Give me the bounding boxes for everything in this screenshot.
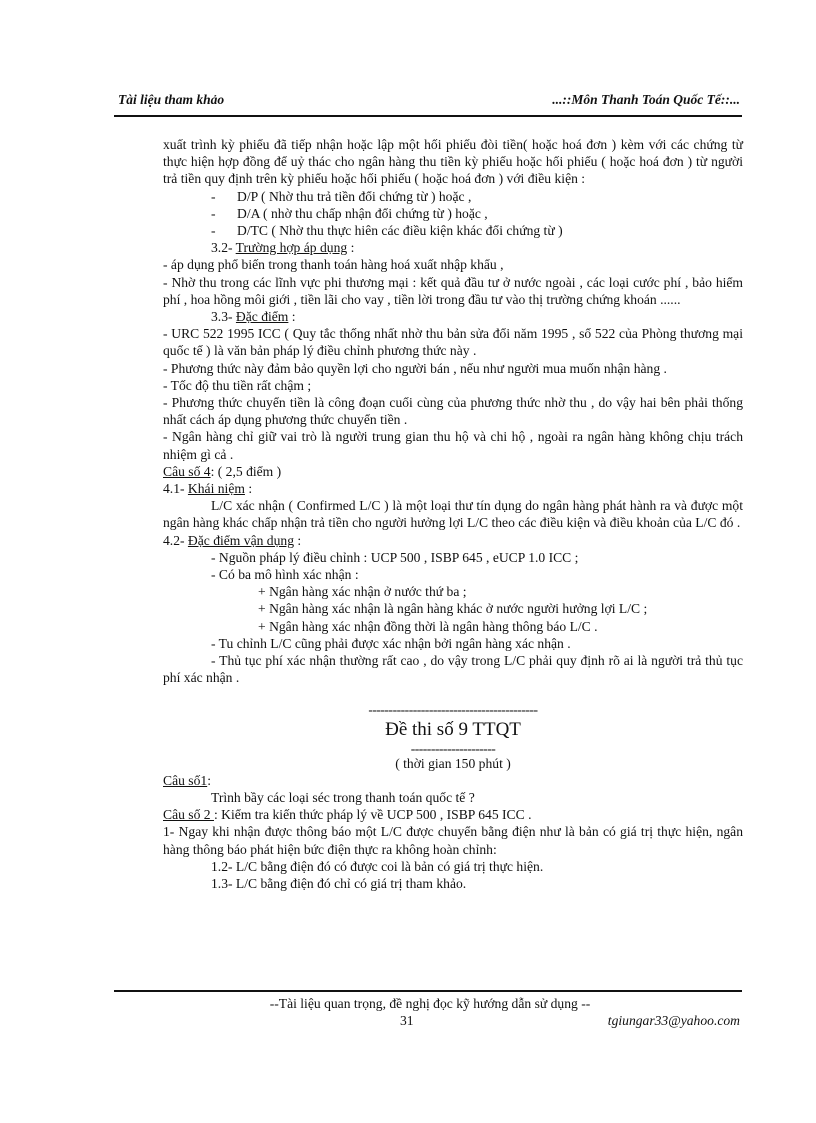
list-item: - Tốc độ thu tiền rất chậm ; — [163, 377, 312, 393]
header-right: ...::Môn Thanh Toán Quốc Tế::... — [552, 92, 740, 107]
section-4-1-heading: 4.1- Khái niệm : — [163, 481, 253, 497]
question-1-heading: Câu số1: — [163, 772, 211, 788]
model-item: + Ngân hàng xác nhận ở nước thứ ba ; — [258, 584, 467, 600]
definition-paragraph: L/C xác nhận ( Confirmed L/C ) là một loại thư tín dụng do ngân hàng phát hành ra và được một ngân hàng khác chấp nhận trả tiền cho người hưởng lợi L/C theo các điều kiện và điều khoản của L/C đó . — [163, 498, 743, 531]
option-item: 1.2- L/C bằng điện đó có được coi là bản có giá trị thực hiện. — [211, 858, 544, 874]
question-2-paragraph: 1- Ngay khi nhận được thông báo một L/C được chuyển bằng điện như là bản có giá trị thực hiện, ngân hàng thông báo phát hiện bức điện thực ra không hoàn chỉnh: — [163, 824, 743, 857]
footer-note: --Tài liệu quan trọng, đề nghị đọc kỹ hướng dẫn sử dụng -- — [269, 996, 591, 1011]
list-item: - Phương thức chuyển tiền là công đoạn cuối cùng của phương thức nhờ thu , do vậy hai bên phải thống nhất cách áp dụng phương thức chuyển tiền . — [163, 395, 743, 428]
list-item: - Thủ tục phí xác nhận thường rất cao , do vậy trong L/C phải quy định rõ ai là người trả thủ tục phí xác nhận . — [163, 653, 743, 686]
list-item: - Ngân hàng chỉ giữ vai trò là người trung gian thu hộ và chi hộ , ngoài ra ngân hàng không chịu trách nhiệm gì cả . — [163, 429, 743, 462]
exam-time: ( thời gian 150 phút ) — [395, 755, 511, 771]
footer-meta — [114, 1013, 742, 1031]
footer-rule — [114, 990, 742, 992]
section-3-3-heading: 3.3- Đặc điểm : — [211, 309, 296, 325]
list-item: - Tu chỉnh L/C cũng phải được xác nhận bởi ngân hàng xác nhận . — [211, 635, 571, 651]
question-2-heading: Câu số 2 : Kiểm tra kiến thức pháp lý về UCP 500 , ISBP 645 ICC . — [163, 807, 532, 823]
list-item: - Có ba mô hình xác nhận : — [211, 567, 359, 583]
page-header — [114, 92, 742, 112]
exam-title: Đề thi số 9 TTQT — [385, 718, 521, 740]
page-number: 31 — [400, 1013, 414, 1028]
option-item: 1.3- L/C bằng điện đó chỉ có giá trị tham khảo. — [211, 875, 467, 891]
separator-line: ------------------------------------------ — [368, 701, 538, 717]
header-left: Tài liệu tham khảo — [118, 92, 225, 107]
model-item: + Ngân hàng xác nhận đồng thời là ngân hàng thông báo L/C . — [258, 618, 598, 634]
question-4-heading: Câu số 4: ( 2,5 điểm ) — [163, 463, 282, 479]
condition-item: - D/A ( nhờ thu chấp nhận đổi chứng từ ) hoặc , — [211, 205, 488, 221]
separator-line-short: --------------------- — [410, 740, 496, 756]
section-4-2-heading: 4.2- Đặc điểm vận dụng : — [163, 532, 302, 548]
list-item: - Nhờ thu trong các lĩnh vực phi thương mại : kết quả đầu tư ở nước ngoài , các loại cước phí , bảo hiểm phí , hoa hồng môi giới , tiền lãi cho vay , tiền lời trong đầu tư vào thị trường chứng khoán ...... — [163, 274, 743, 307]
list-item: - Nguồn pháp lý điều chỉnh : UCP 500 , ISBP 645 , eUCP 1.0 ICC ; — [211, 549, 579, 565]
question-1-text: Trình bầy các loại séc trong thanh toán quốc tế ? — [211, 789, 475, 805]
list-item: - áp dụng phổ biến trong thanh toán hàng hoá xuất nhập khẩu , — [163, 257, 504, 273]
footer-email: tgiungar33@yahoo.com — [607, 1013, 740, 1028]
model-item: + Ngân hàng xác nhận là ngân hàng khác ở nước người hưởng lợi L/C ; — [258, 601, 648, 617]
page-body — [163, 136, 743, 892]
list-item: - URC 522 1995 ICC ( Quy tắc thống nhất nhờ thu bản sửa đổi năm 1995 , số 522 của Phòng thương mại quốc tế ) là văn bản pháp lý điều chỉnh phương thức này . — [163, 326, 743, 359]
list-item: - Phương thức này đảm bảo quyền lợi cho người bán , nếu như người mua muốn nhận hàng . — [163, 360, 667, 376]
condition-item: - D/P ( Nhờ thu trả tiền đổi chứng từ ) hoặc , — [211, 188, 472, 204]
header-rule — [114, 115, 742, 117]
condition-item: - D/TC ( Nhờ thu thực hiên các điều kiện khác đổi chứng từ ) — [211, 223, 563, 239]
intro-paragraph: xuất trình kỳ phiếu đã tiếp nhận hoặc lập một hối phiếu đòi tiền( hoặc hoá đơn ) kèm với các chứng từ thực hiện hợp đồng để uỷ thác cho ngân hàng thu tiền kỳ phiếu hoặc hối phiếu ( hoặc hoá đơn ) từ người trả tiền quy định trên kỳ phiếu hoặc hối phiếu ( hoặc hoá đơn ) với điều kiện : — [163, 137, 743, 187]
section-3-2-heading: 3.2- Trường hợp áp dụng : — [211, 240, 355, 256]
